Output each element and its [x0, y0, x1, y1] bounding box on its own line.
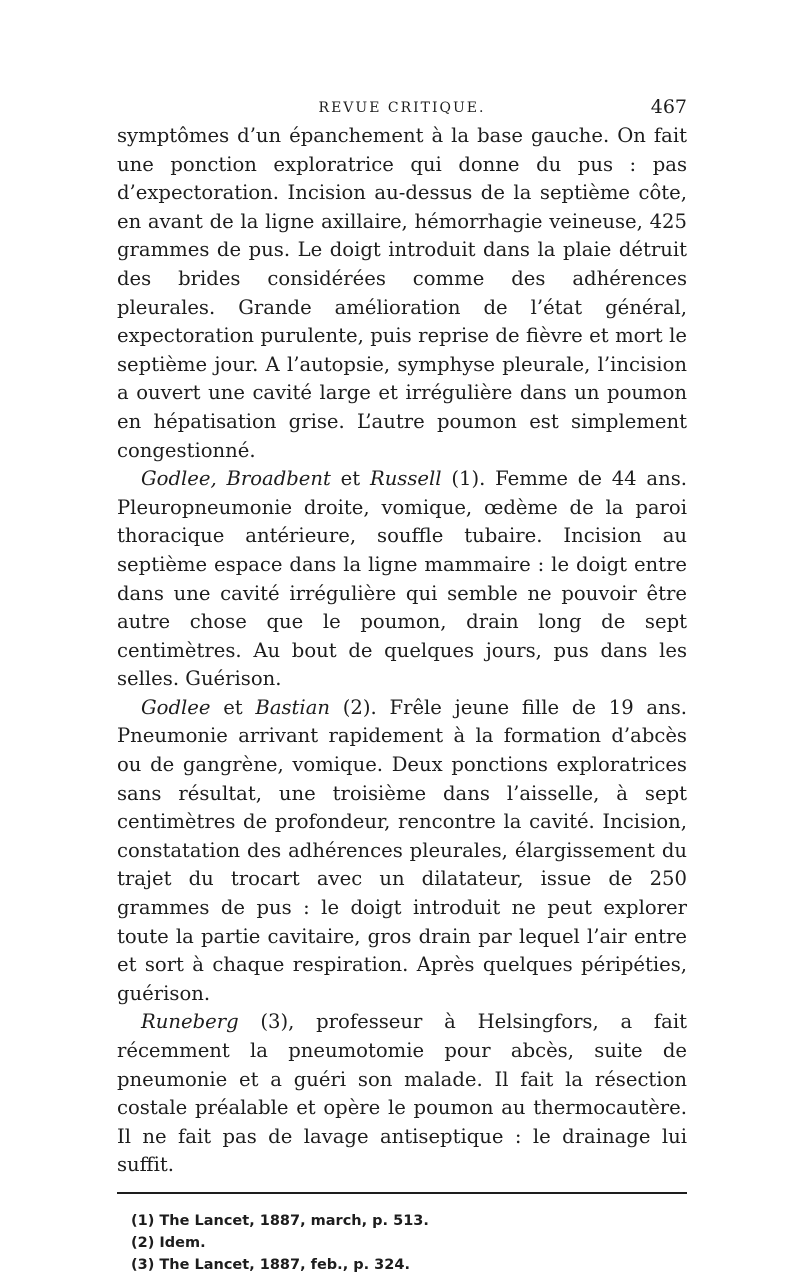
author-name: Russell [369, 467, 442, 491]
paragraph-text: (1). Femme de 44 ans. Pleuropneumonie droite, vomique, œdème de la paroi thoracique antérieure, souffle tubaire. Incision au septième espace dans la ligne mammaire : le doigt entre dans une cavité irrégulière qui semble ne pouvoir être autre chose que le poumon, drain long de sept centimètres. Au bout de quelques jours, pus dans les selles. Guérison. [117, 467, 687, 691]
page-header [117, 92, 687, 122]
paragraph-text: (3), professeur à Helsingfors, a fait récemment la pneumotomie pour abcès, suite de pneumonie et a guéri son malade. Il fait la résection costale préalable et opère le poumon au thermocautère. Il ne fait pas de lavage antiseptique : le drainage lui suffit. [117, 1010, 687, 1177]
paragraph-godlee-broadbent-russell [117, 465, 687, 694]
footnote: (1) The Lancet, 1887, march, p. 513. [131, 1212, 429, 1229]
author-name: Godlee [141, 695, 211, 719]
footnotes [117, 1210, 687, 1276]
running-title: REVUE CRITIQUE. [318, 100, 486, 116]
paragraph-text: (2). Frêle jeune fille de 19 ans. Pneumonie arrivant rapidement à la formation d’abcès ou de gangrène, vomique. Deux ponctions exploratrices sans résultat, une troisième dans l’aisselle, à sept centimètres de profondeur, rencontre la cavité. Incision, constatation des adhérences pleurales, élargissement du trajet du trocart avec un dilatateur, issue de 250 grammes de pus : le doigt introduit ne peut explorer toute la partie cavitaire, gros drain par lequel l’air entre et sort à chaque respiration. Après quelques péripéties, guérison. [117, 695, 687, 1005]
footnote: (3) The Lancet, 1887, feb., p. 324. [131, 1256, 410, 1273]
author-names: Godlee, Broadbent [141, 467, 331, 491]
author-conjunction: et [210, 695, 256, 719]
paragraph-runeberg [117, 1008, 687, 1180]
page-number: 467 [650, 96, 687, 118]
body-text [117, 122, 687, 1180]
footnote: (2) Idem. [131, 1234, 206, 1251]
author-name: Runeberg [141, 1010, 239, 1034]
page [117, 92, 687, 1276]
author-conjunction: et [330, 467, 370, 491]
footnote-rule [117, 1192, 687, 1194]
paragraph-text: symptômes d’un épanchement à la base gauche. On fait une ponction exploratrice qui donne du pus : pas d’expectoration. Incision au-dessus de la septième côte, en avant de la ligne axillaire, hémorrhagie veineuse, 425 grammes de pus. Le doigt introduit dans la plaie détruit des brides considérées comme des adhérences pleurales. Grande amélioration de l’état général, expectoration purulente, puis reprise de fièvre et mort le septième jour. A l’autopsie, symphyse pleurale, l’incision a ouvert une cavité large et irrégulière dans un poumon en hépatisation grise. L’autre poumon est simplement congestionné. [117, 124, 687, 462]
paragraph-continuation [117, 122, 687, 465]
paragraph-godlee-bastian [117, 694, 687, 1009]
author-name: Bastian [255, 695, 330, 719]
